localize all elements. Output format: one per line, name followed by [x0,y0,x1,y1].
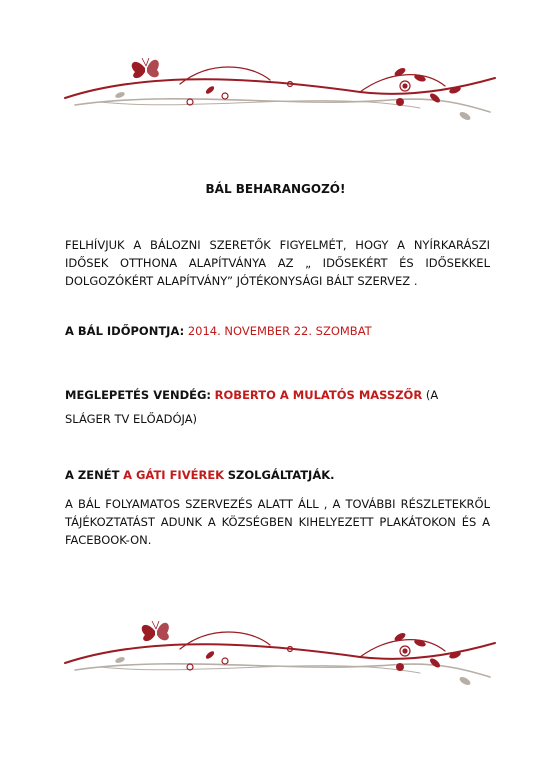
guest-name: ROBERTO A MULATÓS MASSZŐR [214,388,423,402]
music-suffix: SZOLGÁLTATJÁK. [227,468,335,482]
page-title: BÁL BEHARANGOZÓ! [205,182,346,196]
guest-line [65,386,505,404]
floral-ornament-bottom [60,615,500,695]
date-label: A BÁL IDŐPONTJA: [65,324,185,338]
music-band: A GÁTI FIVÉREK [123,468,225,482]
intro-paragraph: FELHÍVJUK A BÁLOZNI SZERETŐK FIGYELMÉT, HOGY A NYÍRKARÁSZI IDŐSEK OTTHONA ALAPÍTVÁNYA AZ „ IDŐSEKÉRT ÉS IDŐSEKKEL DOLGOZÓKÉRT ALAPÍTVÁNY” JÓTÉKONYSÁGI BÁLT SZERVEZ . [65,238,490,288]
guest-note-line: SLÁGER TV ELŐADÓJA) [65,412,198,426]
music-line [65,466,505,484]
date-line [65,322,505,340]
date-value: 2014. NOVEMBER 22. SZOMBAT [187,324,372,338]
guest-label: MEGLEPETÉS VENDÉG: [65,388,212,402]
music-prefix: A ZENÉT [65,468,120,482]
guest-note-start: (A [425,388,439,402]
floral-ornament-top [60,50,500,130]
closing-paragraph: A BÁL FOLYAMATOS SZERVEZÉS ALATT ÁLL , A TOVÁBBI RÉSZLETEKRŐL TÁJÉKOZTATÁST ADUNK A KÖZSÉGBEN KIHELYEZETT PLAKÁTOKON ÉS A FACEBOOK-ON. [65,497,490,547]
